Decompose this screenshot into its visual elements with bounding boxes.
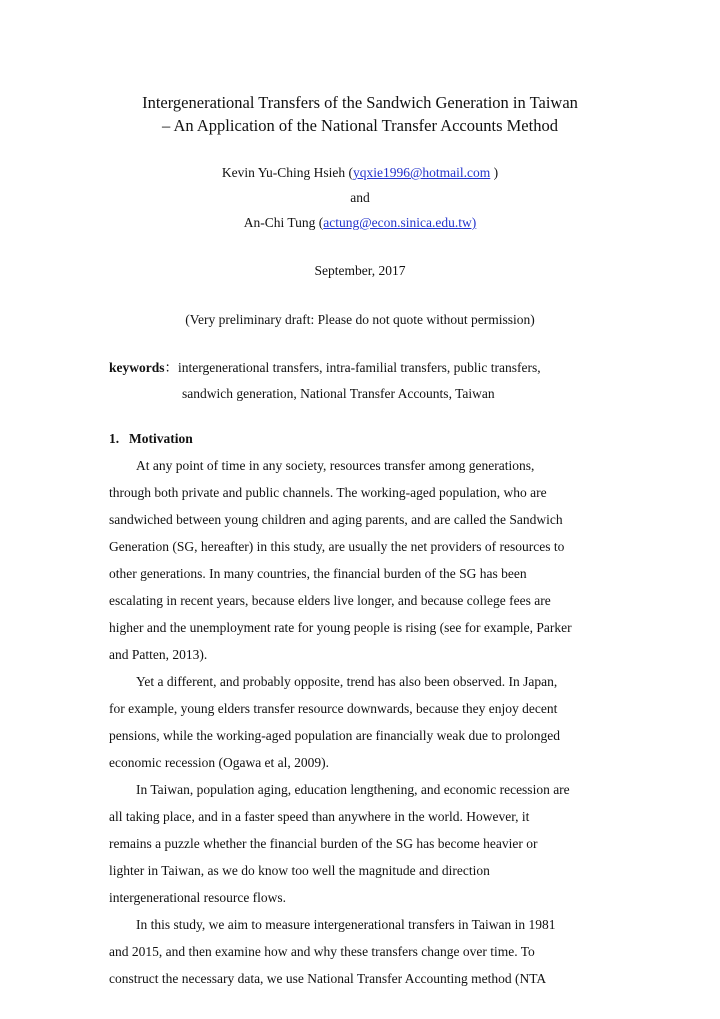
author-2-email-link[interactable]: actung@econ.sinica.edu.tw) xyxy=(323,215,477,230)
keywords-line-1 xyxy=(109,359,541,377)
body-line: and 2015, and then examine how and why these transfers change over time. To xyxy=(109,944,535,959)
author-1-name: Kevin Yu-Ching Hsieh ( xyxy=(221,165,353,180)
section-title: Motivation xyxy=(129,431,193,446)
author-1-email-link[interactable]: yqxie1996@hotmail.com xyxy=(352,165,491,180)
paper-title-line-1: Intergenerational Transfers of the Sandwich Generation in Taiwan xyxy=(142,93,578,112)
draft-note: (Very preliminary draft: Please do not quote without permission) xyxy=(185,312,535,327)
paper-date: September, 2017 xyxy=(314,263,406,278)
keywords-label: keywords xyxy=(109,360,165,375)
paper-title-line-2: – An Application of the National Transfer Accounts Method xyxy=(162,116,558,135)
body-line: Yet a different, and probably opposite, trend has also been observed. In Japan, xyxy=(136,674,558,689)
author-1-close: ) xyxy=(490,165,499,180)
body-line: sandwiched between young children and aging parents, and are called the Sandwich xyxy=(109,512,563,527)
body-line: for example, young elders transfer resource downwards, because they enjoy decent xyxy=(109,701,558,716)
body-line: intergenerational resource flows. xyxy=(109,890,287,905)
body-line: pensions, while the working-aged population are financially weak due to prolonged xyxy=(109,728,560,743)
body-line: economic recession (Ogawa et al, 2009). xyxy=(109,755,330,770)
body-line: At any point of time in any society, resources transfer among generations, xyxy=(136,458,535,473)
body-line: through both private and public channels. The working-aged population, who are xyxy=(109,485,547,500)
section-number: 1. xyxy=(109,431,120,446)
section-heading-motivation xyxy=(109,430,193,448)
body-line: lighter in Taiwan, as we do know too well the magnitude and direction xyxy=(109,863,490,878)
body-line: construct the necessary data, we use National Transfer Accounting method (NTA xyxy=(109,971,547,986)
keywords-text-1: intergenerational transfers, intra-familial transfers, public transfers, xyxy=(178,360,541,375)
body-line: higher and the unemployment rate for young people is rising (see for example, Parker xyxy=(109,620,572,635)
body-line: remains a puzzle whether the financial burden of the SG has become heavier or xyxy=(109,836,538,851)
body-line: Generation (SG, hereafter) in this study, are usually the net providers of resources to xyxy=(109,539,565,554)
body-line: all taking place, and in a faster speed than anywhere in the world. However, it xyxy=(109,809,530,824)
body-line: other generations. In many countries, the financial burden of the SG has been xyxy=(109,566,527,581)
body-line: In this study, we aim to measure intergenerational transfers in Taiwan in 1981 xyxy=(136,917,556,932)
keywords-colon: ： xyxy=(164,360,179,375)
author-2-name: An-Chi Tung ( xyxy=(243,215,324,230)
body-line: escalating in recent years, because elders live longer, and because college fees are xyxy=(109,593,551,608)
authors-and: and xyxy=(350,190,370,205)
body-line: In Taiwan, population aging, education lengthening, and economic recession are xyxy=(136,782,570,797)
author-1 xyxy=(0,164,720,182)
author-2 xyxy=(0,214,720,232)
keywords-line-2: sandwich generation, National Transfer Accounts, Taiwan xyxy=(182,386,495,401)
body-line: and Patten, 2013). xyxy=(109,647,208,662)
